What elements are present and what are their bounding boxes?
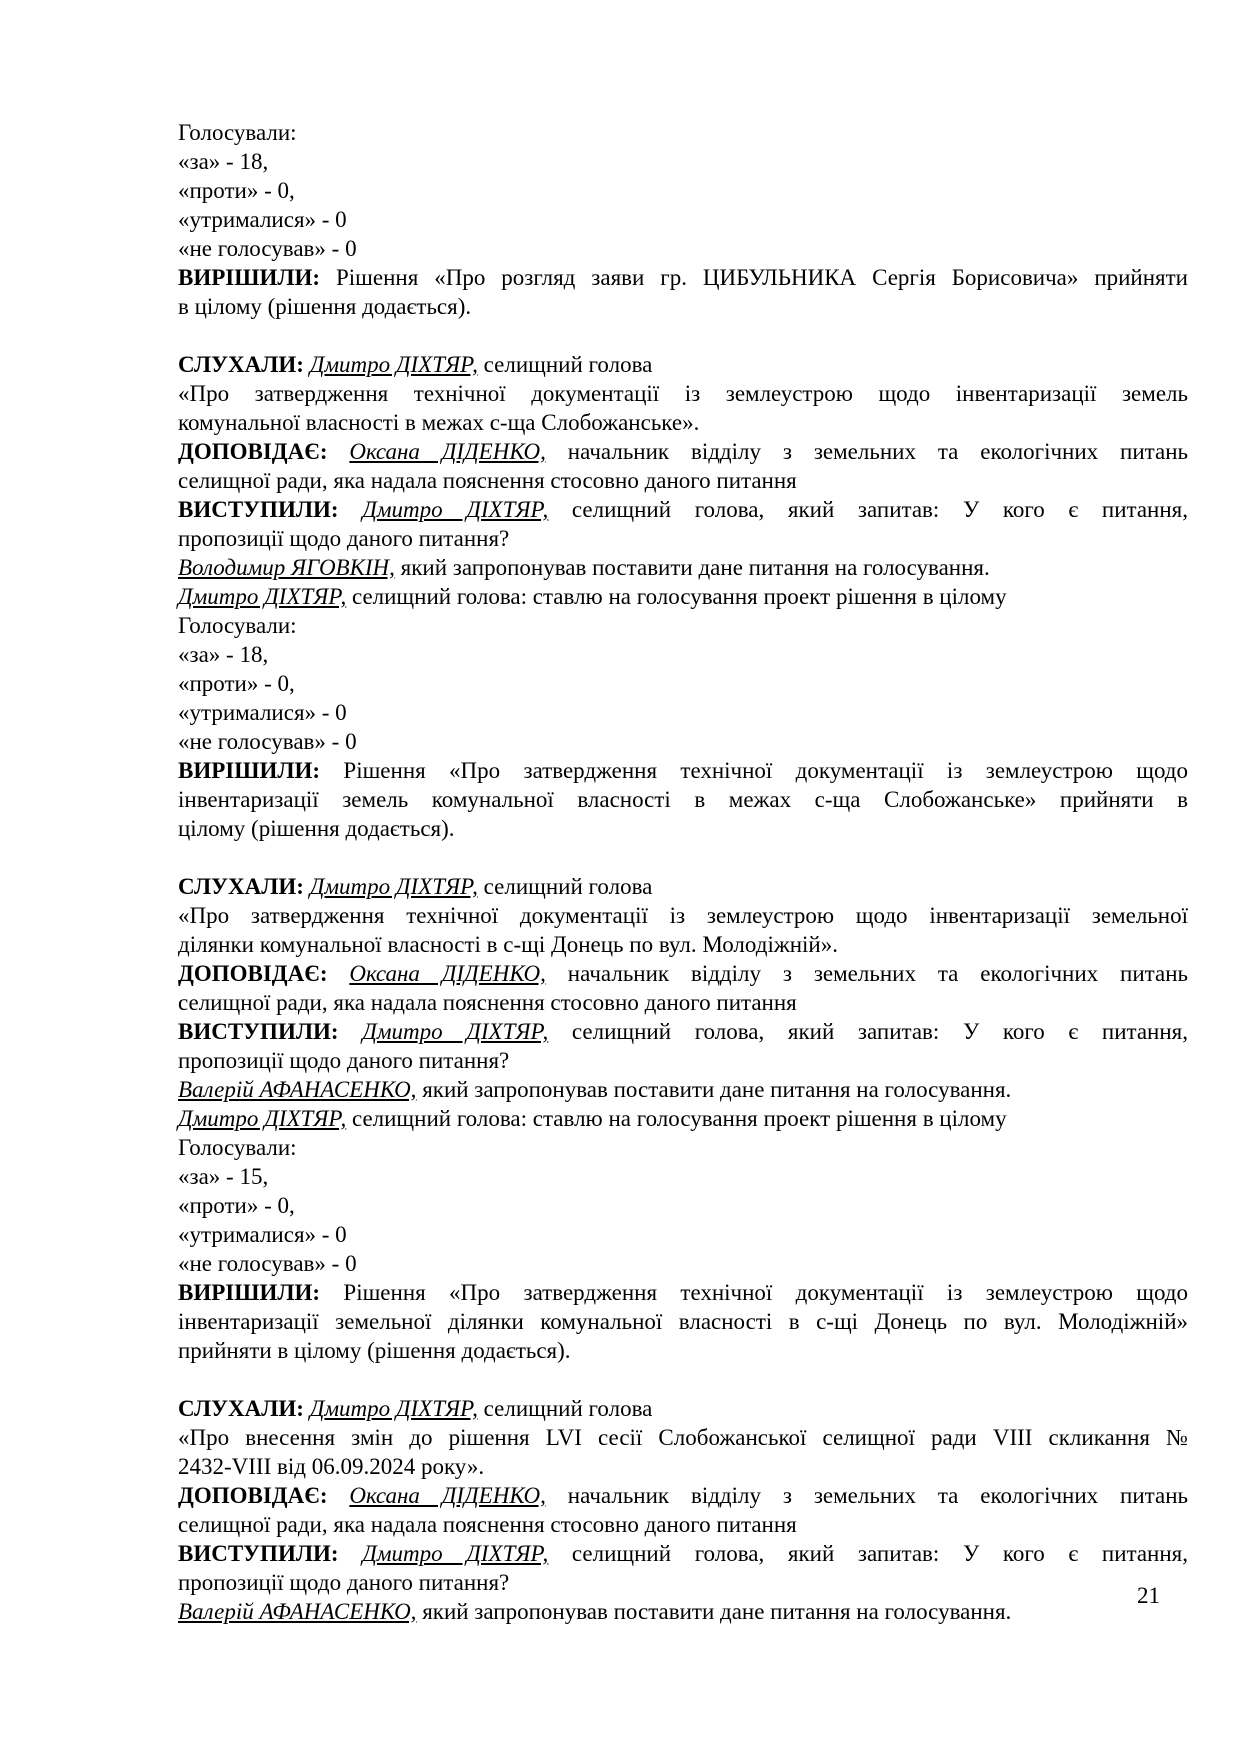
report-role: начальник відділу з земельних та екологічних питань: [545, 1483, 1188, 1508]
decision-line: [178, 263, 1188, 292]
proposer-text: який запропонував поставити дане питання на голосування.: [416, 1599, 1012, 1624]
spoke-text: селищний голова, який запитав: У кого є питання,: [548, 1019, 1188, 1044]
proposer-name: Валерій АФАНАСЕНКО,: [178, 1599, 417, 1624]
report-line-end: селищної ради, яка надала пояснення стосовно даного питання: [178, 1512, 797, 1537]
vote-for: «за» - 18,: [178, 642, 269, 667]
decision-line: [178, 1278, 1188, 1307]
proposer-line: [178, 553, 1188, 582]
heard-line: [178, 1394, 1188, 1423]
decided-label: ВИРІШИЛИ:: [178, 265, 321, 290]
vote-abstained: «утрималися» - 0: [178, 1222, 347, 1247]
chair-text: селищний голова: ставлю на голосування проект рішення в цілому: [346, 1106, 1007, 1131]
spoke-text: селищний голова, який запитав: У кого є питання,: [548, 1541, 1188, 1566]
decision-line-end: цілому (рішення додається).: [178, 816, 455, 841]
decided-label: ВИРІШИЛИ:: [178, 1280, 321, 1305]
vote-against: «проти» - 0,: [178, 178, 295, 203]
chair-text: селищний голова: ставлю на голосування проект рішення в цілому: [346, 584, 1007, 609]
report-line-end: селищної ради, яка надала пояснення стосовно даного питання: [178, 990, 797, 1015]
spoke-name: Дмитро ДІХТЯР,: [362, 1019, 549, 1044]
vote-against: «проти» - 0,: [178, 671, 295, 696]
spoke-line-end: пропозиції щодо даного питання?: [178, 1048, 510, 1073]
vote-for: «за» - 15,: [178, 1164, 269, 1189]
spoke-text: селищний голова, який запитав: У кого є питання,: [548, 497, 1188, 522]
agenda-item-1: [178, 350, 1188, 843]
spoke-name: Дмитро ДІХТЯР,: [362, 497, 549, 522]
heard-line: [178, 872, 1188, 901]
chair-line: [178, 1104, 1188, 1133]
heard-name: Дмитро ДІХТЯР,: [309, 1396, 478, 1421]
report-role: начальник відділу з земельних та екологічних питань: [545, 439, 1188, 464]
spoke-line-end: пропозиції щодо даного питання?: [178, 526, 510, 551]
vote-not-voted: «не голосував» - 0: [178, 1251, 357, 1276]
vote-label: Голосували:: [178, 613, 297, 638]
page-number: 21: [1137, 1583, 1160, 1608]
decided-text: Рішення «Про розгляд заяви гр. ЦИБУЛЬНИКА Сергія Борисовича» прийняти: [320, 265, 1188, 290]
decided-label: ВИРІШИЛИ:: [178, 758, 321, 783]
spoke-name: Дмитро ДІХТЯР,: [362, 1541, 549, 1566]
vote-abstained: «утрималися» - 0: [178, 207, 347, 232]
chair-line: [178, 582, 1188, 611]
topic-line: «Про внесення змін до рішення LVI сесії Слобожанської селищної ради VIII скликання №: [178, 1425, 1188, 1450]
heard-line: [178, 350, 1188, 379]
chair-name: Дмитро ДІХТЯР,: [178, 1106, 347, 1131]
decision-line: [178, 756, 1188, 785]
vote-not-voted: «не голосував» - 0: [178, 236, 357, 261]
proposer-text: який запропонував поставити дане питання на голосування.: [394, 555, 990, 580]
spoke-label: ВИСТУПИЛИ:: [178, 1541, 339, 1566]
vote-against: «проти» - 0,: [178, 1193, 295, 1218]
heard-role: селищний голова: [477, 874, 653, 899]
report-line: [178, 959, 1188, 988]
topic-line: «Про затвердження технічної документації із землеустрою щодо інвентаризації земель: [178, 381, 1188, 406]
heard-label: СЛУХАЛИ:: [178, 352, 304, 377]
vote-label: Голосували:: [178, 120, 297, 145]
agenda-item-2: [178, 872, 1188, 1365]
heard-label: СЛУХАЛИ:: [178, 874, 304, 899]
report-name: Оксана ДІДЕНКО,: [349, 1483, 546, 1508]
decided-text: Рішення «Про затвердження технічної документації із землеустрою щодо: [320, 758, 1188, 783]
decision-line-2: інвентаризації земельної ділянки комунальної власності в с-щі Донець по вул. Молодіжній»: [178, 1309, 1188, 1334]
report-line-end: селищної ради, яка надала пояснення стосовно даного питання: [178, 468, 797, 493]
spoke-line: [178, 1017, 1188, 1046]
topic-line-end: 2432-VIII від 06.09.2024 року».: [178, 1454, 485, 1479]
report-name: Оксана ДІДЕНКО,: [349, 439, 546, 464]
topic-line-end: ділянки комунальної власності в с-щі Донець по вул. Молодіжній».: [178, 932, 838, 957]
decision-line-end: в цілому (рішення додається).: [178, 294, 472, 319]
chair-name: Дмитро ДІХТЯР,: [178, 584, 347, 609]
spoke-line-end: пропозиції щодо даного питання?: [178, 1570, 510, 1595]
vote-block-top: [178, 118, 1188, 321]
report-name: Оксана ДІДЕНКО,: [349, 961, 546, 986]
heard-name: Дмитро ДІХТЯР,: [309, 352, 478, 377]
spoke-label: ВИСТУПИЛИ:: [178, 497, 339, 522]
decision-line-2: інвентаризації земель комунальної власності в межах с-ща Слобожанське» прийняти в: [178, 787, 1188, 812]
agenda-item-3: [178, 1394, 1188, 1626]
vote-label: Голосували:: [178, 1135, 297, 1160]
heard-label: СЛУХАЛИ:: [178, 1396, 304, 1421]
report-line: [178, 1481, 1188, 1510]
heard-role: селищний голова: [477, 1396, 653, 1421]
proposer-text: який запропонував поставити дане питання на голосування.: [416, 1077, 1012, 1102]
spoke-line: [178, 1539, 1188, 1568]
heard-role: селищний голова: [477, 352, 653, 377]
vote-not-voted: «не голосував» - 0: [178, 729, 357, 754]
topic-line: «Про затвердження технічної документації із землеустрою щодо інвентаризації земельної: [178, 903, 1188, 928]
vote-abstained: «утрималися» - 0: [178, 700, 347, 725]
spoke-line: [178, 495, 1188, 524]
report-label: ДОПОВІДАЄ:: [178, 1483, 328, 1508]
proposer-line: [178, 1597, 1188, 1626]
report-label: ДОПОВІДАЄ:: [178, 439, 328, 464]
proposer-name: Валерій АФАНАСЕНКО,: [178, 1077, 417, 1102]
report-label: ДОПОВІДАЄ:: [178, 961, 328, 986]
vote-for: «за» - 18,: [178, 149, 269, 174]
report-role: начальник відділу з земельних та екологічних питань: [545, 961, 1188, 986]
decision-line-end: прийняти в цілому (рішення додається).: [178, 1338, 571, 1363]
heard-name: Дмитро ДІХТЯР,: [309, 874, 478, 899]
proposer-name: Володимир ЯГОВКІН,: [178, 555, 395, 580]
spoke-label: ВИСТУПИЛИ:: [178, 1019, 339, 1044]
document-page: [178, 118, 1188, 1626]
report-line: [178, 437, 1188, 466]
proposer-line: [178, 1075, 1188, 1104]
topic-line-end: комунальної власності в межах с-ща Слобожанське».: [178, 410, 700, 435]
decided-text: Рішення «Про затвердження технічної документації із землеустрою щодо: [320, 1280, 1188, 1305]
